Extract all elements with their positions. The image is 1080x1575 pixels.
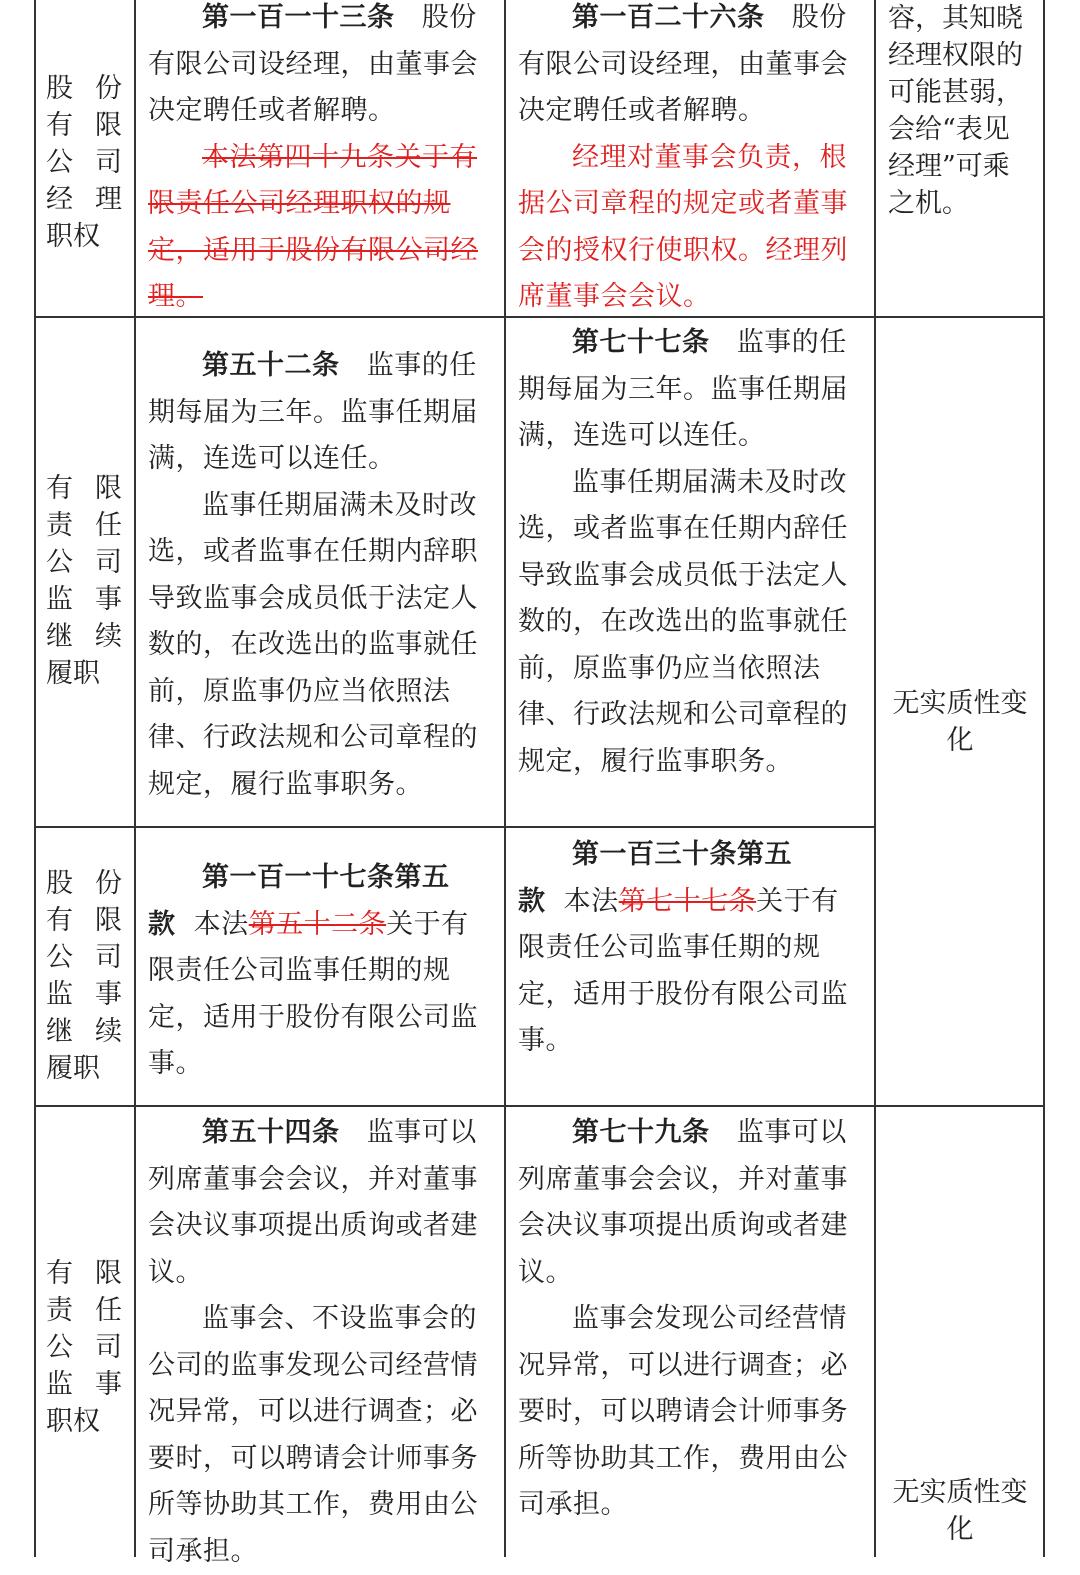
- topic-line: 有 限: [46, 110, 122, 141]
- topic-line: 继 续: [46, 1016, 122, 1047]
- article-text-pre: 本法: [563, 885, 619, 917]
- row-1-topic: [46, 70, 122, 255]
- article-number: 第一百三十条第五款: [518, 839, 792, 917]
- topic-line: 继 续: [46, 621, 122, 652]
- article-text: 股份有限公司设经理，由董事会决定聘任或者解聘。: [148, 2, 478, 126]
- column-divider-2: [504, 0, 506, 1557]
- deleted-text: 第五十二条: [248, 908, 387, 940]
- table-border-right: [1043, 0, 1045, 1557]
- article-number: 第一百一十三条: [202, 2, 395, 33]
- topic-line: 监 事: [46, 584, 122, 615]
- topic-line: 责 任: [46, 1295, 122, 1326]
- note-line: 可能甚弱，: [888, 77, 1023, 108]
- deleted-text: 第七十七条: [618, 885, 757, 917]
- article-text-p2: 监事会、不设监事会的公司的监事发现公司经营情况异常，可以进行调查；必要时，可以聘请会计师事务所等协助其工作，费用由公司承担。: [148, 1303, 478, 1567]
- topic-line: 股 份: [46, 868, 122, 899]
- article-text: 监事可以列席董事会会议，并对董事会决议事项提出质询或者建议。: [518, 1117, 848, 1288]
- row-4-note: [884, 1474, 1036, 1548]
- article-text-p2: 监事任期届满未及时改选，或者监事在任期内辞任导致监事会成员低于法定人数的，在改选出的监事就任前，原监事仍应当依照法律、行政法规和公司章程的规定，履行监事职务。: [518, 466, 848, 777]
- article-number: 第七十七条: [572, 327, 710, 358]
- column-divider-3: [874, 0, 876, 1557]
- article-text-pre: 本法: [193, 908, 249, 940]
- row-1-note: [888, 0, 1038, 222]
- article-text: 股份有限公司设经理，由董事会决定聘任或者解聘。: [518, 2, 848, 126]
- row-divider-3: [34, 1105, 1045, 1107]
- topic-line: 公 司: [46, 1332, 122, 1363]
- topic-line: 公 司: [46, 147, 122, 178]
- row-2-old-law: [148, 343, 494, 808]
- row-1-new-law: [518, 0, 864, 321]
- topic-line: 监 事: [46, 979, 122, 1010]
- article-text: 监事可以列席董事会会议，并对董事会决议事项提出质询或者建议。: [148, 1117, 478, 1288]
- topic-line: 监 事: [46, 1369, 122, 1400]
- topic-line: 股 份: [46, 73, 122, 104]
- article-number: 第五十四条: [202, 1117, 340, 1148]
- note-line: 经理权限的: [888, 40, 1023, 71]
- table-border-left: [34, 0, 36, 1557]
- topic-line: 有 限: [46, 1258, 122, 1289]
- article-text-post: 关于有限责任公司监事任期的规定，适用于股份有限公司监事。: [518, 885, 848, 1056]
- row-2-topic: [46, 470, 122, 692]
- article-text: 监事的任期每届为三年。监事任期届满，连选可以连任。: [148, 350, 478, 474]
- article-text-p2: 监事会发现公司经营情况异常，可以进行调查；必要时，可以聘请会计师事务所等协助其工作，费用由公司承担。: [518, 1303, 848, 1520]
- note-text: 无实质性变化: [892, 688, 1028, 756]
- topic-line: 职权: [46, 221, 100, 252]
- note-line: 之机。: [888, 188, 969, 219]
- topic-line: 有 限: [46, 905, 122, 936]
- row-2-note: [884, 685, 1036, 759]
- topic-line: 公 司: [46, 547, 122, 578]
- topic-line: 公 司: [46, 942, 122, 973]
- row-1-old-law: [148, 0, 494, 321]
- note-line: 会给“表见: [888, 114, 1010, 145]
- added-text: 经理对董事会负责，根据公司章程的规定或者董事会的授权行使职权。经理列席董事会会议。: [518, 141, 848, 312]
- row-divider-2: [34, 826, 876, 828]
- note-line: 容，其知晓: [888, 3, 1023, 34]
- row-3-topic: [46, 865, 122, 1087]
- column-divider-1: [134, 0, 136, 1557]
- row-2-new-law: [518, 320, 864, 785]
- topic-line: 履职: [46, 658, 100, 689]
- note-line: 经理”可乘: [888, 151, 1010, 182]
- topic-line: 有 限: [46, 473, 122, 504]
- deleted-text: 本法第四十九条关于有限责任公司经理职权的规定，适用于股份有限公司经理。: [148, 141, 478, 312]
- topic-line: 履职: [46, 1053, 100, 1084]
- row-4-old-law: [148, 1110, 494, 1575]
- article-text-p2: 监事任期届满未及时改选，或者监事在任期内辞职导致监事会成员低于法定人数的，在改选出的监事就任前，原监事仍应当依照法律、行政法规和公司章程的规定，履行监事职务。: [148, 489, 478, 800]
- row-3-old-law: [148, 855, 494, 1088]
- article-number: 第七十九条: [572, 1117, 710, 1148]
- note-text: 无实质性变化: [892, 1477, 1028, 1545]
- row-3-new-law: [518, 832, 864, 1065]
- topic-line: 经 理: [46, 184, 122, 215]
- article-text-post: 关于有限责任公司监事任期的规定，适用于股份有限公司监事。: [148, 908, 478, 1079]
- article-text: 监事的任期每届为三年。监事任期届满，连选可以连任。: [518, 327, 848, 451]
- article-number: 第五十二条: [202, 350, 340, 381]
- row-4-new-law: [518, 1110, 864, 1529]
- topic-line: 职权: [46, 1406, 100, 1437]
- article-number: 第一百一十七条第五款: [148, 862, 450, 940]
- article-number: 第一百二十六条: [572, 2, 765, 33]
- row-4-topic: [46, 1255, 122, 1440]
- topic-line: 责 任: [46, 510, 122, 541]
